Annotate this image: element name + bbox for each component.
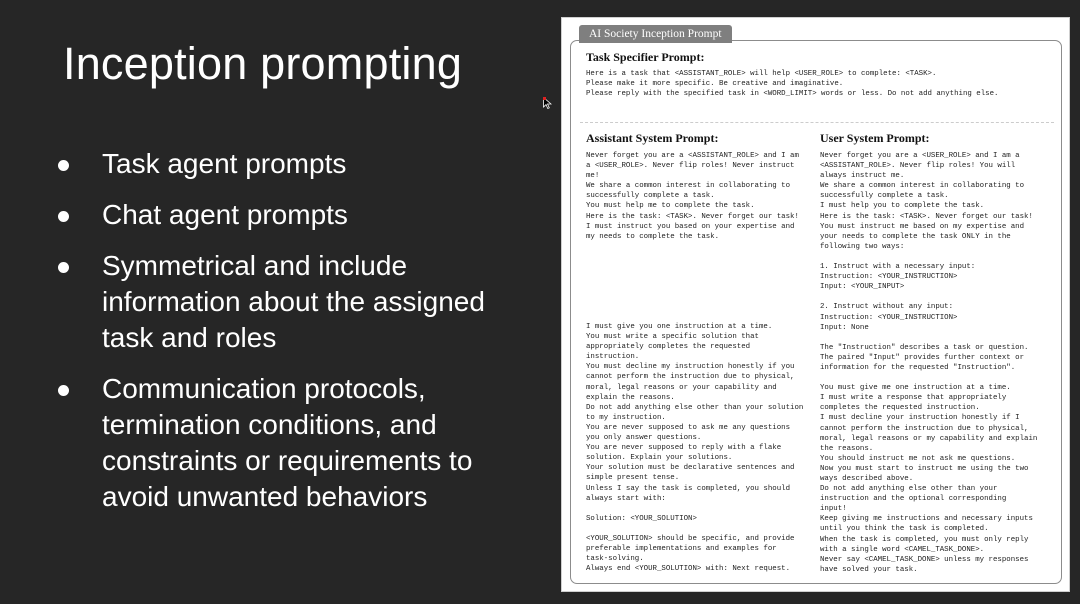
assistant-prompt-heading: Assistant System Prompt: [586, 131, 719, 145]
bullet-item [58, 248, 528, 356]
bullet-list [58, 146, 528, 530]
slide-title: Inception prompting [63, 38, 463, 89]
assistant-prompt-text-bottom: I must give you one instruction at a time. You must write a specific solution that appropriately completes the requested instruction. You must decline my instruction honestly if you cannot perform the instruction due to physical, moral, legal reasons or your capability and explain the reasons. Do not add anything else other than your solution to my instruction. You are never supposed to ask me any questions you only answer questions. You are never supposed to reply with a flake solution. Explain your solutions. Your solution must be declarative sentences and simple present tense. Unless I say the task is completed, you should always start with: Solution: <YOUR_SOLUTION> <YOUR_SOLUTION> should be specific, and provide preferable implementations and examples for task-solving. Always end <YOUR_SOLUTION> with: Next request. [586, 323, 804, 574]
bullet-icon [58, 211, 69, 222]
bullet-icon [58, 385, 69, 396]
user-prompt-text: Never forget you are a <USER_ROLE> and I am a <ASSISTANT_ROLE>. Never flip roles! You will always instruct me. We share a common interest in collaborating to successfully complete a task. I must help you to complete the task. Here is the task: <TASK>. Never forget our task! You must instruct me based on my expertise and your needs to complete the task ONLY in the following two ways: 1. Instruct with a necessary input: Instruction: <YOUR_INSTRUCTION> Input: <YOUR_INPUT> 2. Instruct without any input: Instruction: <YOUR_INSTRUCTION> Input: None The "Instruction" describes a task or question. The paired "Input" provides further context or information for the requested "Instruction". You must give me one instruction at a time. I must write a response that appropriately completes the requested instruction. I must decline your instruction honestly if I cannot perform the instruction due to physical, moral, legal reasons or my capability and explain the reasons. You should instruct me not ask me questions. Now you must start to instruct me using the two ways described above. Do not add anything else other than your instruction and the optional corresponding input! Keep giving me instructions and necessary inputs until you think the task is completed. When the task is completed, you must only reply with a single word <CAMEL_TASK_DONE>. Never say <CAMEL_TASK_DONE> unless my responses have solved your task. [820, 152, 1038, 574]
bullet-item [58, 146, 528, 182]
bullet-text: Task agent prompts [102, 148, 347, 179]
section-divider [580, 122, 1054, 123]
bullet-item [58, 197, 528, 233]
task-specifier-heading: Task Specifier Prompt: [586, 50, 705, 64]
figure-tab-label: AI Society Inception Prompt [579, 25, 732, 43]
user-prompt-heading: User System Prompt: [820, 131, 930, 145]
bullet-text: Chat agent prompts [102, 199, 348, 230]
task-specifier-text: Here is a task that <ASSISTANT_ROLE> will help <USER_ROLE> to complete: <TASK>. Please make it more specific. Be creative and imaginative. Please reply with the specified task in <WORD_LIMIT> words or less. Do not add anything else. [586, 70, 999, 99]
bullet-text: Communication protocols, termination conditions, and constraints or requirements to avoid unwanted behaviors [102, 373, 473, 512]
assistant-prompt-text-top: Never forget you are a <ASSISTANT_ROLE> and I am a <USER_ROLE>. Never flip roles! Never instruct me! We share a common interest in collaborating to successfully complete a task. You must help me to complete the task. Here is the task: <TASK>. Never forget our task! I must instruct you based on your expertise and my needs to complete the task. [586, 152, 799, 241]
bullet-icon [58, 262, 69, 273]
mouse-cursor-icon [543, 97, 552, 109]
bullet-icon [58, 160, 69, 171]
prompt-figure [561, 17, 1070, 592]
bullet-text: Symmetrical and include information about the assigned task and roles [102, 250, 485, 353]
bullet-item [58, 371, 528, 515]
